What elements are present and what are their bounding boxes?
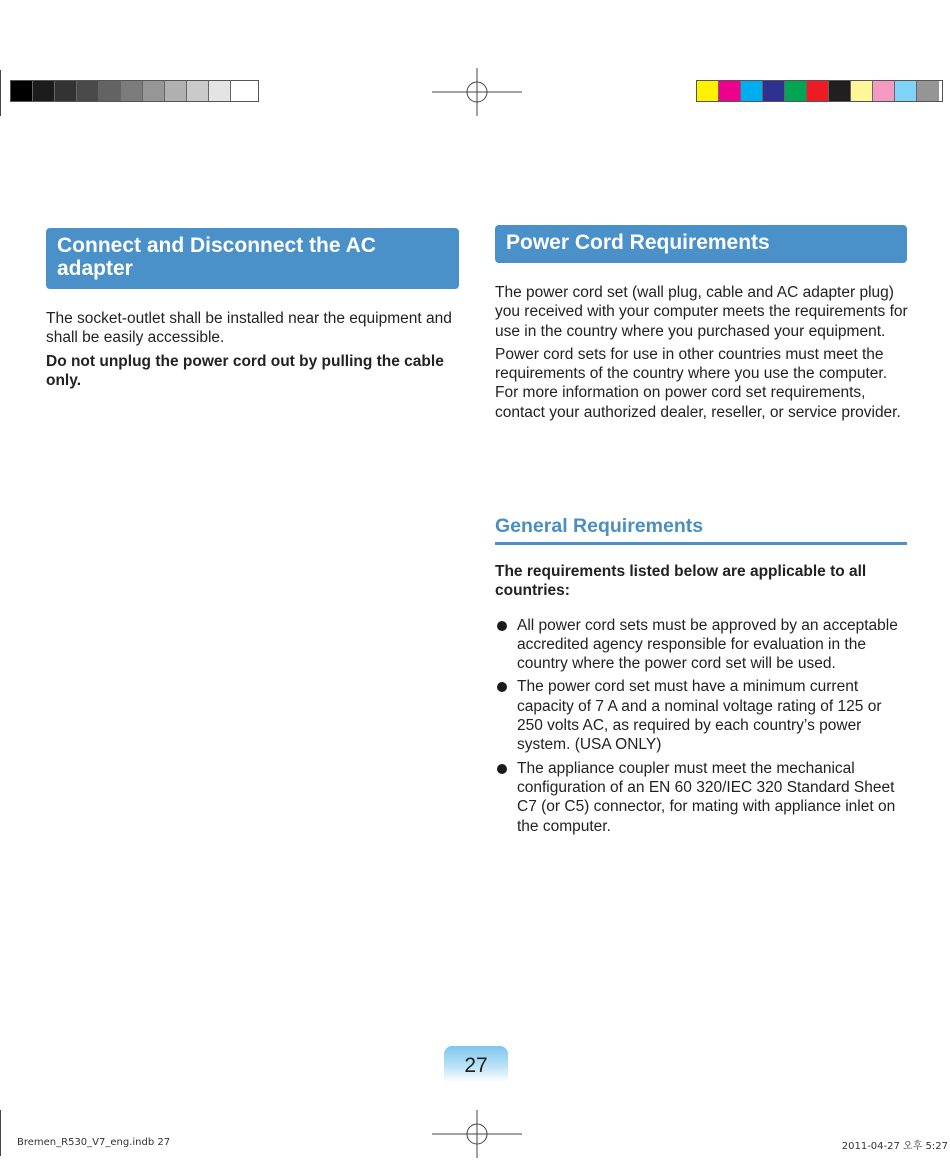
registration-mark-top [432, 68, 522, 116]
gray-swatch-bar [10, 80, 259, 102]
page-number-tab [444, 1046, 508, 1082]
gray-swatch [77, 81, 99, 101]
color-swatch [719, 81, 741, 101]
power-cord-paragraph-2: Power cord sets for use in other countries must meet the requirements of the country where you use the computer. For more information on power cord set requirements, contact your authorized dealer, reseller, or service provider. [495, 345, 901, 421]
section-header-ac-adapter [46, 228, 459, 289]
gray-swatch [99, 81, 121, 101]
gray-swatch [11, 81, 33, 101]
registration-mark-bottom [432, 1110, 522, 1158]
list-item-text: All power cord sets must be approved by an acceptable accredited agency responsible for evaluation in the country where the power cord set will be used. [517, 616, 898, 673]
power-cord-body [495, 283, 909, 426]
list-item [495, 616, 909, 674]
list-item-text: The power cord set must have a minimum current capacity of 7 A and a nominal voltage rating of 125 or 250 volts AC, as required by each country’s power system. (USA ONLY) [517, 678, 882, 754]
bullet-icon [497, 621, 507, 631]
color-swatch [741, 81, 763, 101]
color-swatch [807, 81, 829, 101]
color-swatch [917, 81, 939, 101]
general-requirements-header [495, 515, 907, 545]
ac-adapter-body [46, 309, 459, 394]
section-header-power-cord [495, 225, 907, 263]
general-requirements-title: General Requirements [495, 515, 704, 537]
general-requirements-body [495, 562, 909, 840]
color-swatch-bar [696, 80, 943, 102]
footer-file-name: Bremen_R530_V7_eng.indb 27 [17, 1137, 171, 1148]
crop-mark-bottom-left [0, 1110, 1, 1156]
bullet-icon [497, 764, 507, 774]
gray-swatch [165, 81, 187, 101]
gray-swatch [231, 81, 253, 101]
color-swatch [785, 81, 807, 101]
ac-adapter-paragraph: The socket-outlet shall be installed near the equipment and shall be easily accessible. [46, 310, 452, 347]
gray-swatch [33, 81, 55, 101]
color-swatch [763, 81, 785, 101]
bullet-icon [497, 682, 507, 692]
section-header-text: Connect and Disconnect the AC adapter [57, 234, 376, 280]
list-item-text: The appliance coupler must meet the mechanical configuration of an EN 60 320/IEC 320 Standard Sheet C7 (or C5) connector, for mating with appliance inlet on the computer. [517, 759, 896, 835]
gray-swatch [143, 81, 165, 101]
general-requirements-intro: The requirements listed below are applicable to all countries: [495, 563, 867, 600]
list-item [495, 759, 909, 836]
color-swatch [697, 81, 719, 101]
color-swatch [873, 81, 895, 101]
requirements-list [495, 616, 909, 836]
gray-swatch [121, 81, 143, 101]
gray-swatch [187, 81, 209, 101]
list-item [495, 677, 909, 754]
gray-swatch [55, 81, 77, 101]
color-swatch [895, 81, 917, 101]
crop-mark-top-left [0, 70, 1, 116]
page-number: 27 [464, 1054, 488, 1077]
footer-timestamp: 2011-04-27 오후 5:27 [841, 1141, 948, 1152]
color-swatch [829, 81, 851, 101]
color-swatch [851, 81, 873, 101]
gray-swatch [209, 81, 231, 101]
section-header-text: Power Cord Requirements [506, 231, 770, 254]
ac-adapter-warning: Do not unplug the power cord out by pulling the cable only. [46, 352, 444, 389]
power-cord-paragraph-1: The power cord set (wall plug, cable and AC adapter plug) you received with your computer meets the requirements for use in the country where you purchased your equipment. [495, 284, 908, 340]
